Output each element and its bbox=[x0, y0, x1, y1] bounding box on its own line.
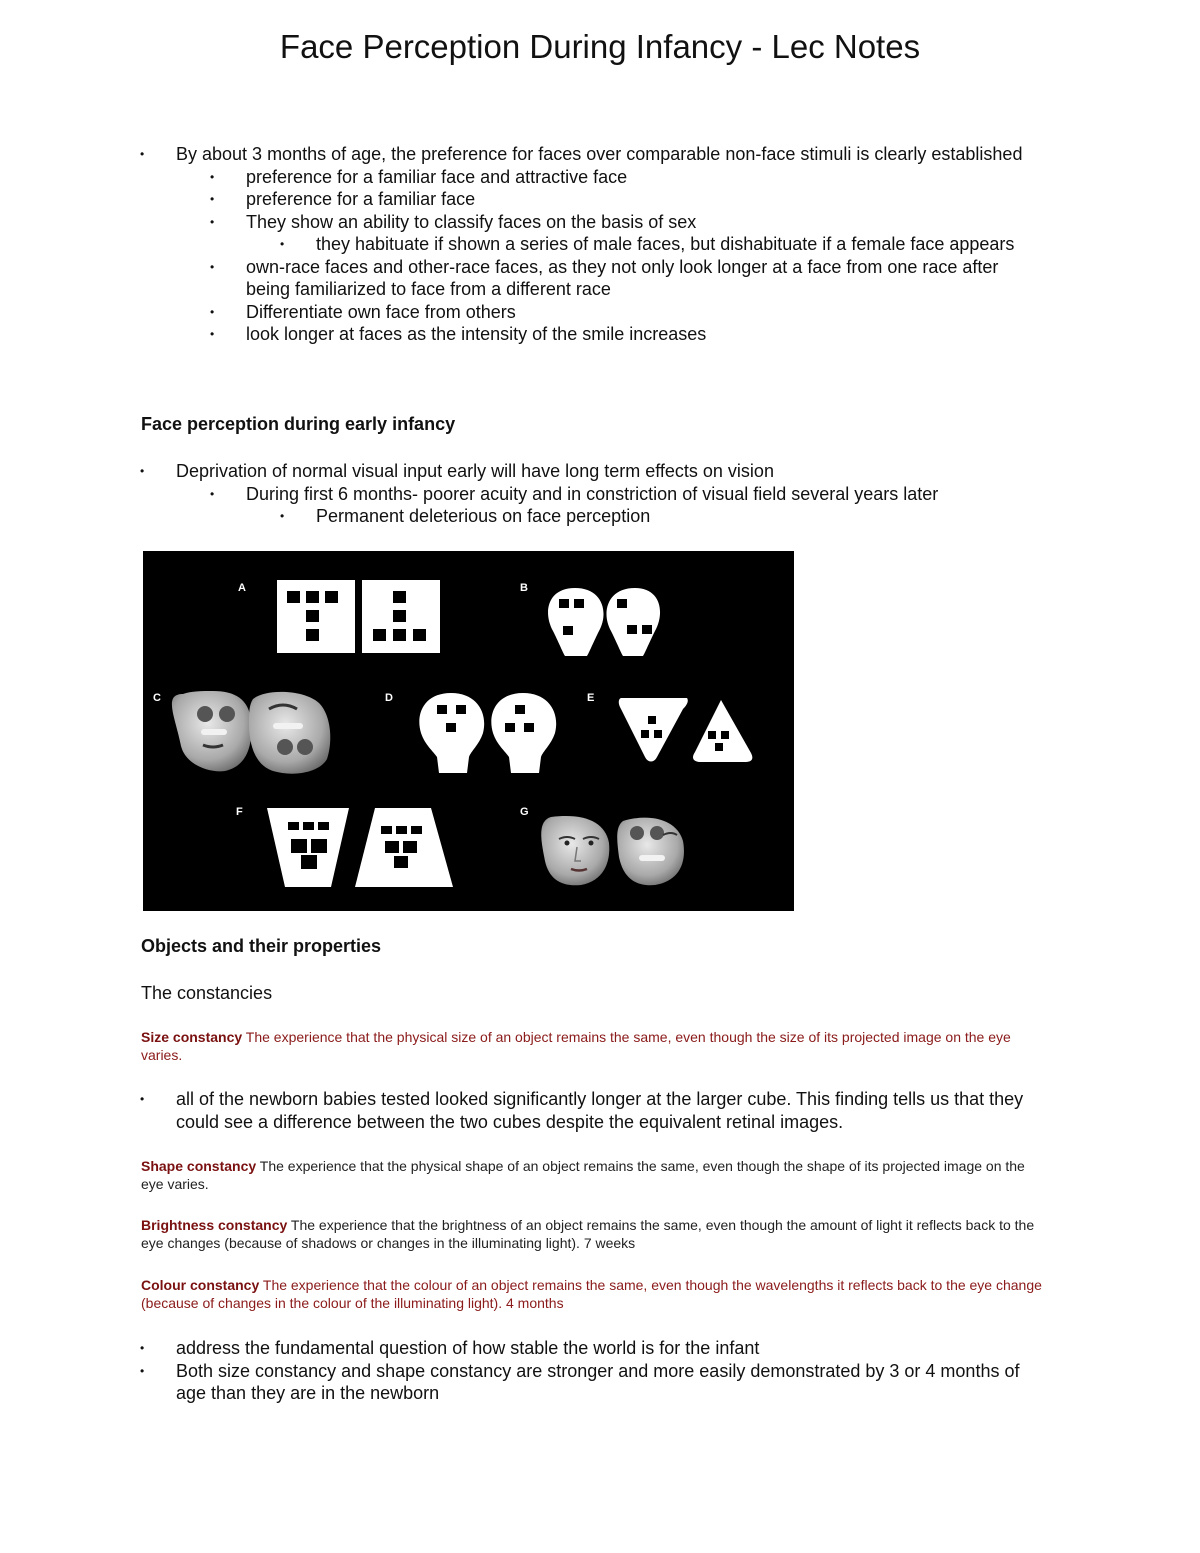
panel-g-stimuli bbox=[541, 816, 684, 885]
list-item: • they habituate if shown a series of male faces, but dishabituate if a female face appears bbox=[140, 233, 1030, 256]
panel-label-d: D bbox=[385, 692, 393, 704]
panel-d-stimuli bbox=[419, 693, 556, 773]
bullet-list bbox=[140, 143, 1030, 346]
definition-term: Brightness constancy bbox=[141, 1217, 288, 1233]
constancies-label: The constancies bbox=[141, 983, 273, 1003]
bullet-list bbox=[140, 1337, 1030, 1405]
panel-label-a: A bbox=[238, 582, 246, 594]
panel-label-b: B bbox=[520, 582, 528, 594]
definition-text: The experience that the brightness of an object remains the same, even though the amount of light it reflects back to the eye changes (because of shadows or changes in the illuminating light). 7 weeks bbox=[141, 1217, 1035, 1251]
list-item: • Permanent deleterious on face perception bbox=[140, 505, 1030, 528]
definition-term: Colour constancy bbox=[141, 1277, 260, 1293]
page-title: Face Perception During Infancy - Lec Notes bbox=[279, 28, 921, 65]
list-item: • Both size constancy and shape constancy are stronger and more easily demonstrated by 3 or 4 months of age than they are in the newborn bbox=[140, 1360, 1030, 1405]
panel-label-e: E bbox=[587, 692, 595, 704]
list-item: • all of the newborn babies tested looked significantly longer at the larger cube. This finding tells us that they could see a difference between the two cubes despite the equivalent retinal images. bbox=[140, 1088, 1030, 1133]
definition-text: The experience that the physical shape of an object remains the same, even though the shape of its projected image on the eye varies. bbox=[141, 1158, 1025, 1192]
panel-a-stimuli bbox=[277, 580, 440, 653]
list-item: • During first 6 months- poorer acuity and in constriction of visual field several years later bbox=[140, 483, 1030, 506]
face-stimuli-figure bbox=[143, 551, 794, 911]
panel-c-stimuli bbox=[172, 691, 330, 774]
list-item: • preference for a familiar face and attractive face bbox=[140, 166, 1030, 189]
bullet-list bbox=[140, 1088, 1030, 1133]
panel-label-g: G bbox=[520, 806, 529, 818]
list-item: • They show an ability to classify faces on the basis of sex bbox=[140, 211, 1030, 234]
size-constancy-definition bbox=[141, 1028, 1051, 1064]
shape-constancy-definition bbox=[141, 1157, 1051, 1193]
list-item: • Differentiate own face from others bbox=[140, 301, 1030, 324]
list-item: • own-race faces and other-race faces, as they not only look longer at a face from one race after being familiarized to face from a different race bbox=[140, 256, 1030, 301]
definition-text: The experience that the colour of an object remains the same, even though the wavelengths it reflects back to the eye change (because of changes in the colour of the illuminating light). 4 months bbox=[141, 1277, 1042, 1311]
colour-constancy-definition bbox=[141, 1276, 1051, 1312]
definition-term: Size constancy bbox=[141, 1029, 243, 1045]
list-item: • preference for a familiar face bbox=[140, 188, 1030, 211]
panel-label-f: F bbox=[236, 806, 243, 818]
panel-b-stimuli bbox=[548, 588, 660, 656]
panel-e-stimuli bbox=[619, 698, 753, 762]
section-heading: Objects and their properties bbox=[141, 936, 382, 956]
list-item: • look longer at faces as the intensity of the smile increases bbox=[140, 323, 1030, 346]
bullet-list bbox=[140, 460, 1030, 528]
brightness-constancy-definition bbox=[141, 1216, 1051, 1252]
list-item: • Deprivation of normal visual input early will have long term effects on vision bbox=[140, 460, 1030, 483]
definition-text: The experience that the physical size of an object remains the same, even though the size of its projected image on the eye varies. bbox=[141, 1029, 1011, 1063]
panel-f-stimuli bbox=[267, 808, 453, 887]
list-item: • address the fundamental question of how stable the world is for the infant bbox=[140, 1337, 1030, 1360]
section-heading: Face perception during early infancy bbox=[141, 414, 456, 434]
definition-term: Shape constancy bbox=[141, 1158, 257, 1174]
panel-label-c: C bbox=[153, 692, 161, 704]
list-item: • By about 3 months of age, the preference for faces over comparable non-face stimuli is clearly established bbox=[140, 143, 1030, 166]
